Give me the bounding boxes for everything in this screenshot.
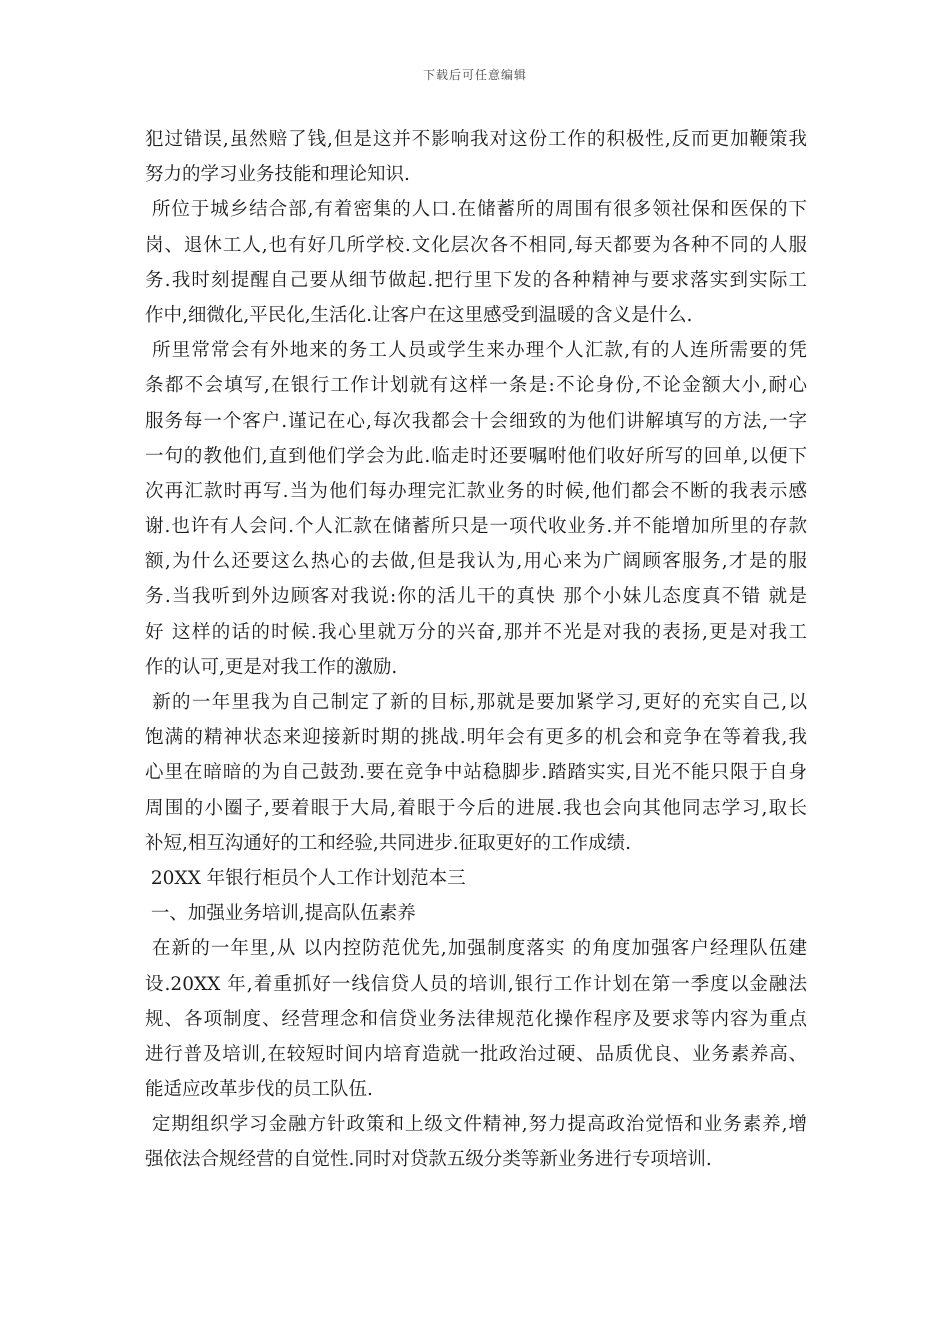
- text-line: 谢.也许有人会问.个人汇款在储蓄所只是一项代收业务.并不能增加所里的存款: [145, 516, 807, 538]
- text-line: 次再汇款时再写.当为他们每办理完汇款业务的时候,他们都会不断的我表示感: [145, 480, 807, 502]
- text-line: 作中,细微化,平民化,生活化.让客户在这里感受到温暖的含义是什么.: [145, 304, 693, 326]
- text-line: 一句的教他们,直到他们学会为此.临走时还要嘱咐他们收好所写的回单,以便下: [145, 445, 807, 467]
- text-line: 犯过错误,虽然赔了钱,但是这并不影响我对这份工作的积极性,反而更加鞭策我: [145, 129, 807, 150]
- text-line: 一、加强业务培训,提高队伍素养: [145, 903, 416, 925]
- text-line: 努力的学习业务技能和理论知识.: [145, 164, 410, 186]
- text-line: 规、各项制度、经营理念和信贷业务法律规范化操作程序及要求等内容为重点: [145, 1008, 807, 1030]
- text-line: 额,为什么还要这么热心的去做,但是我认为,用心来为广阔顾客服务,才是的服: [145, 551, 807, 573]
- text-line: 在新的一年里,从 以内控防范优先,加强制度落实 的角度加强客户经理队伍建: [145, 938, 807, 960]
- text-line: 作的认可,更是对我工作的激励.: [145, 656, 398, 678]
- page-header: 下载后可任意编辑: [422, 68, 527, 82]
- text-line: 饱满的精神状态来迎接新时期的挑战.明年会有更多的机会和竞争在等着我,我: [145, 727, 807, 749]
- text-line: 好 这样的话的时候.我心里就万分的兴奋,那并不光是对我的表扬,更是对我工: [145, 621, 807, 643]
- text-line: 务.当我听到外边顾客对我说:你的活儿干的真快 那个小妹儿态度真不错 就是: [145, 586, 807, 608]
- text-line: 务.我时刻提醒自己要从细节做起.把行里下发的各种精神与要求落实到实际工: [145, 269, 807, 291]
- text-line: 周围的小圈子,要着眼于大局,着眼于今后的进展.我也会向其他同志学习,取长: [145, 797, 807, 819]
- text-line: 能适应改革步伐的员工队伍.: [145, 1079, 373, 1101]
- text-line: 所里常常会有外地来的务工人员或学生来办理个人汇款,有的人连所需要的凭: [145, 340, 807, 362]
- text-line: 进行普及培训,在较短时间内培育造就一批政治过硬、品质优良、业务素养高、: [145, 1043, 807, 1065]
- text-line: 定期组织学习金融方针政策和上级文件精神,努力提高政治觉悟和业务素养,增: [145, 1114, 807, 1136]
- text-line: 所位于城乡结合部,有着密集的人口.在储蓄所的周围有很多领社保和医保的下: [145, 199, 807, 221]
- text-line: 20XX 年银行柜员个人工作计划范本三: [145, 867, 466, 889]
- text-line: 条都不会填写,在银行工作计划就有这样一条是:不论身份,不论金额大小,耐心: [145, 375, 807, 397]
- text-line: 强依法合规经营的自觉性.同时对贷款五级分类等新业务进行专项培训.: [145, 1149, 712, 1171]
- text-line: 岗、退休工人,也有好几所学校.文化层次各不相同,每天都要为各种不同的人服: [145, 234, 807, 256]
- text-line: 补短,相互沟通好的工和经验,共同进步.征取更好的工作成绩.: [145, 832, 632, 854]
- text-line: 心里在暗暗的为自己鼓劲.要在竞争中站稳脚步.踏踏实实,目光不能只限于自身: [145, 762, 807, 784]
- text-line: 服务每一个客户.谨记在心,每次我都会十会细致的为他们讲解填写的方法,一字: [145, 410, 807, 432]
- text-line: 新的一年里我为自己制定了新的目标,那就是要加紧学习,更好的充实自己,以: [145, 692, 807, 713]
- document-body: [145, 122, 807, 1178]
- text-line: 设.20XX 年,着重抓好一线信贷人员的培训,银行工作计划在第一季度以金融法: [145, 973, 807, 995]
